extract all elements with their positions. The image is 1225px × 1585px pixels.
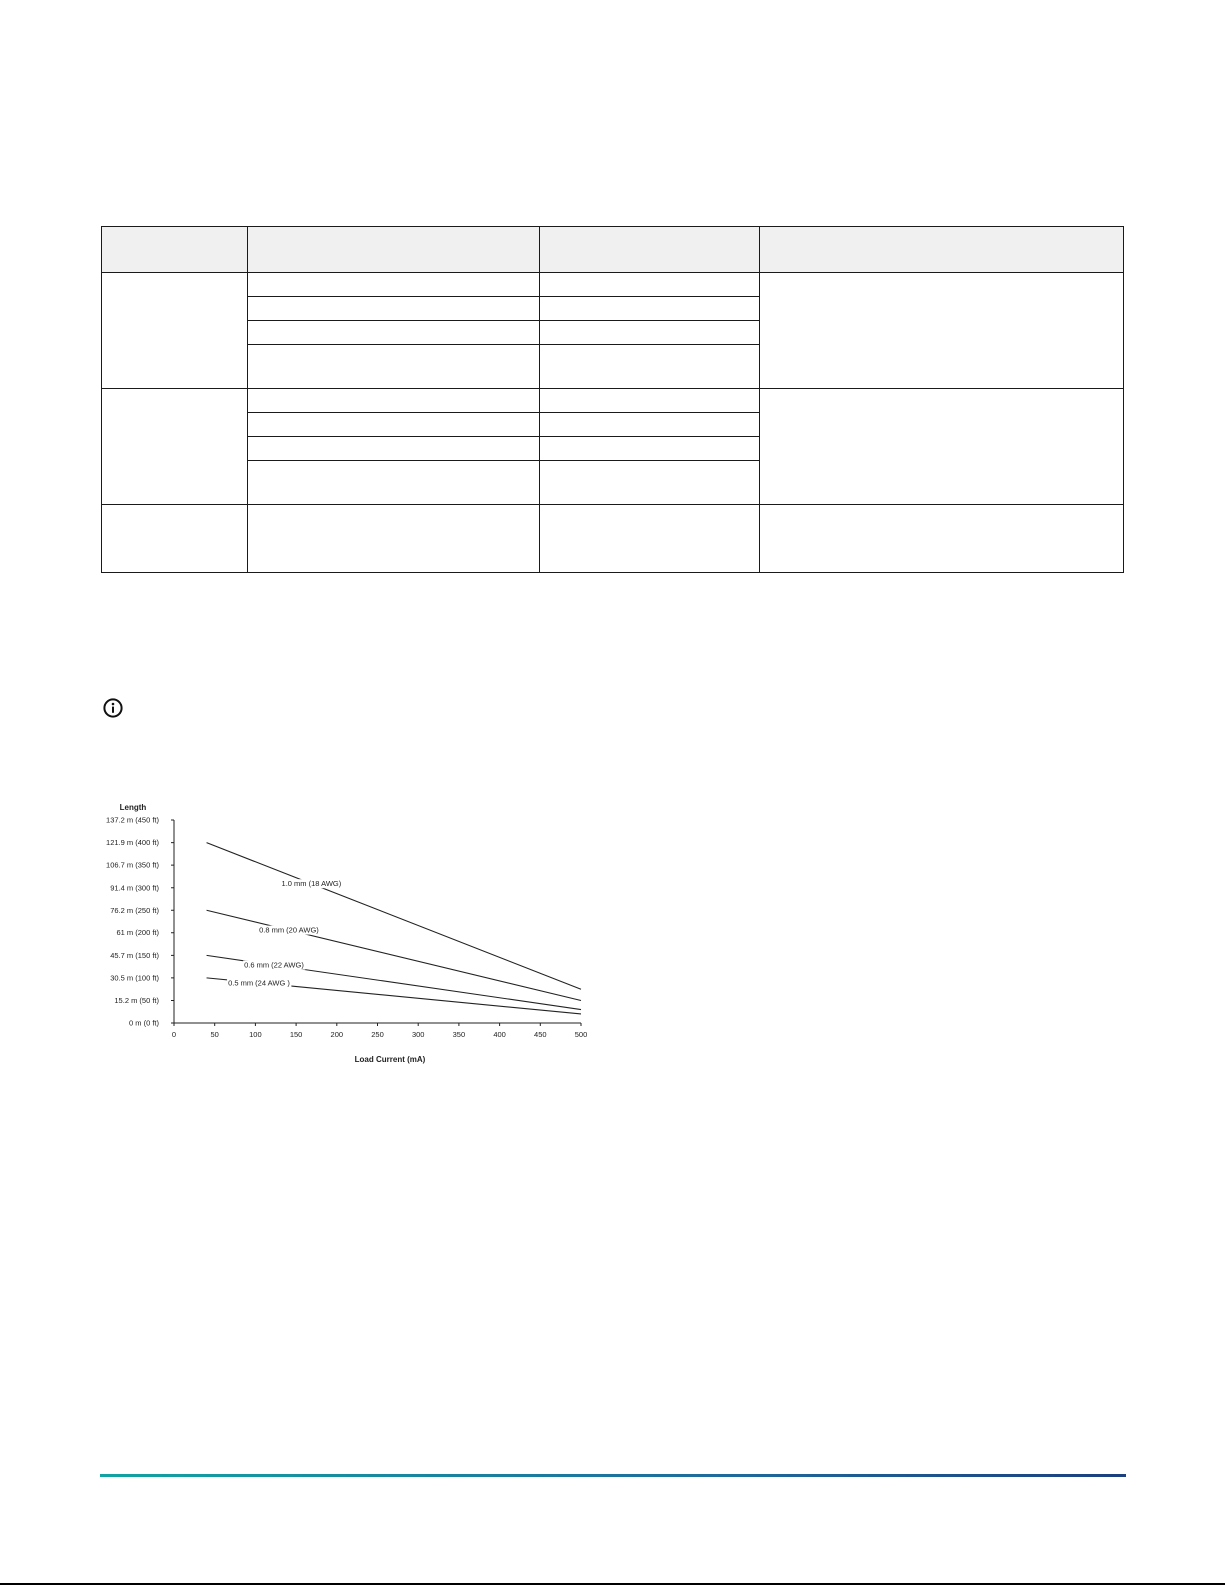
y-tick-label: 15.2 m (50 ft) bbox=[114, 996, 159, 1006]
table-cell bbox=[539, 461, 759, 505]
table-header-cell bbox=[247, 227, 539, 273]
x-tick-label: 100 bbox=[249, 1030, 262, 1039]
table-header-cell bbox=[759, 227, 1123, 273]
table-cell bbox=[539, 273, 759, 297]
table-header-cell bbox=[539, 227, 759, 273]
table-cell bbox=[539, 413, 759, 437]
plot-area bbox=[106, 816, 587, 1040]
x-tick-label: 500 bbox=[574, 1030, 588, 1039]
table-row bbox=[102, 389, 1124, 413]
y-tick-label: 121.9 m (400 ft) bbox=[106, 838, 159, 848]
table-cell bbox=[247, 321, 539, 345]
y-tick-label: 61 m (200 ft) bbox=[116, 928, 159, 938]
x-tick-label: 0 bbox=[171, 1030, 177, 1039]
table-row bbox=[102, 273, 1124, 297]
table-cell bbox=[247, 437, 539, 461]
x-tick-label: 400 bbox=[493, 1030, 506, 1039]
y-tick-label: 137.2 m (450 ft) bbox=[106, 815, 159, 825]
table-cell bbox=[102, 389, 248, 505]
x-tick-label: 450 bbox=[534, 1030, 547, 1039]
y-tick-label: 30.5 m (100 ft) bbox=[110, 973, 159, 983]
table-cell bbox=[759, 505, 1123, 573]
x-tick-label: 300 bbox=[411, 1030, 425, 1039]
y-tick-label: 91.4 m (300 ft) bbox=[110, 883, 159, 893]
table-header-cell bbox=[102, 227, 248, 273]
x-tick-label: 250 bbox=[371, 1030, 384, 1039]
table-cell bbox=[247, 505, 539, 573]
table-header-row bbox=[102, 227, 1124, 273]
series-label: 0.6 mm (22 AWG) bbox=[244, 960, 304, 970]
info-circle-icon bbox=[102, 697, 124, 719]
table-cell bbox=[247, 413, 539, 437]
table-cell bbox=[539, 345, 759, 389]
series-label: 0.8 mm (20 AWG) bbox=[259, 925, 319, 935]
x-tick-label: 350 bbox=[452, 1030, 466, 1039]
table-cell bbox=[247, 389, 539, 413]
table-cell bbox=[759, 273, 1123, 389]
table-cell bbox=[102, 273, 248, 389]
table-cell bbox=[539, 389, 759, 413]
table-row bbox=[102, 505, 1124, 573]
footer-rule bbox=[100, 1474, 1126, 1477]
x-tick-label: 200 bbox=[330, 1030, 344, 1039]
wire-length-chart bbox=[90, 800, 610, 1085]
y-tick-label: 0 m (0 ft) bbox=[128, 1018, 159, 1028]
y-tick-label: 106.7 m (350 ft) bbox=[106, 860, 159, 870]
table-cell bbox=[759, 389, 1123, 505]
table-cell bbox=[102, 505, 248, 573]
series-label: 0.5 mm (24 AWG ) bbox=[228, 978, 290, 988]
table-cell bbox=[539, 505, 759, 573]
table-cell bbox=[539, 437, 759, 461]
series-label: 1.0 mm (18 AWG) bbox=[281, 879, 342, 889]
y-axis-title: Length bbox=[119, 803, 147, 812]
x-axis-title: Load Current (mA) bbox=[354, 1055, 426, 1064]
y-tick-label: 76.2 m (250 ft) bbox=[110, 905, 159, 915]
x-tick-label: 50 bbox=[210, 1030, 219, 1039]
y-tick-label: 45.7 m (150 ft) bbox=[110, 950, 159, 960]
x-tick-label: 150 bbox=[289, 1030, 303, 1039]
table-cell bbox=[247, 273, 539, 297]
table-cell bbox=[539, 297, 759, 321]
table-cell bbox=[247, 345, 539, 389]
table-cell bbox=[247, 461, 539, 505]
table-cell bbox=[539, 321, 759, 345]
table-cell bbox=[247, 297, 539, 321]
specification-table bbox=[101, 226, 1124, 573]
